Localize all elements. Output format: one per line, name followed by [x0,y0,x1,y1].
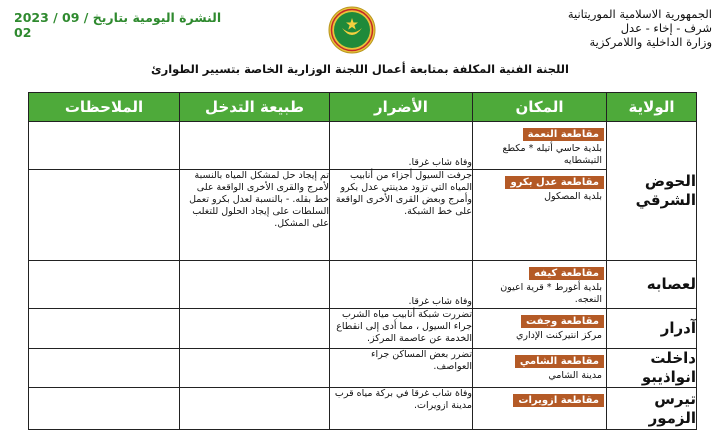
document-subtitle: اللجنة الفنية المكلفة بمتابعة أعمال اللجنة الوزارية الخاصة بتسيير الطوارئ [151,62,569,76]
state-emblem-icon [328,6,376,54]
notes-cell [29,170,180,261]
place-cell [473,349,607,388]
place-cell [473,261,607,309]
intervention-cell [180,261,330,309]
wilaya-cell: داخلت انواذيبو [607,349,697,388]
moughataa-badge: مقاطعة عدل بكرو [505,176,604,189]
table-row [29,349,697,388]
damage-cell: وفاة شاب غرقا في بركة مياه قرب مدينة ازويرات. [330,388,473,430]
wilaya-cell: آدرار [607,309,697,349]
notes-cell [29,261,180,309]
place-text: بلدية حاسي أتيله * مكطع التيشطايه [502,143,602,166]
wilaya-cell: لعصابه [607,261,697,309]
damage-cell: تضررت شبكة أنابيب مياه الشرب جراء السيول ، مما أدى إلى انقطاع الخدمة عن عاصمة المركز. [330,309,473,349]
damage-cell: وفاة شاب غرقا. [330,122,473,170]
place-text: بلدية المصكول [544,191,602,202]
notes-cell [29,122,180,170]
table-row [29,122,697,170]
notes-cell [29,309,180,349]
intervention-cell: تم إيجاد حل لمشكل المياه بالنسبة لأمرج والقرى الأخرى الواقعة على خط بقله. - بالنسبة لعدل بكرو تعمل السلطات على إيجاد الحلول للتغلب على المشكل. [180,170,330,261]
place-text: مركز انتيركنت الإداري [515,330,602,341]
col-wilaya: الولاية [607,93,697,122]
moughataa-badge: مقاطعة النعمة [523,128,604,141]
col-notes: الملاحظات [29,93,180,122]
table-row [29,170,697,261]
ministry-name: وزارة الداخلية واللامركزية [589,35,712,49]
damage-cell: جرفت السيول أجزاء من أنابيب المياه التي تزود مدينتي عدل بكرو وأمرج وبعض القرى الأخرى الواقعة على خط الشبكة. [330,170,473,261]
wilaya-cell: تيرس الزمور [607,388,697,430]
notes-cell [29,349,180,388]
moughataa-badge: مقاطعة كيفه [529,267,604,280]
table-header-row [29,93,697,122]
place-cell [473,309,607,349]
intervention-cell [180,309,330,349]
damage-cell: وفاة شاب غرقا. [330,261,473,309]
header-official [502,7,712,49]
col-intervention: طبيعة التدخل [180,93,330,122]
notes-cell [29,388,180,430]
country-name: الجمهورية الاسلامية الموريتانية [567,7,712,21]
place-text: بلدية أغورط * قرية اعيون النعجه. [500,282,602,305]
intervention-cell [180,349,330,388]
bulletin-date-line [14,10,234,40]
place-cell [473,170,607,261]
intervention-cell [180,122,330,170]
motto: شرف - إخاء - عدل [620,21,712,35]
table-row [29,261,697,309]
table-row [29,309,697,349]
damage-cell: تضرر بعض المساكن جراء العواصف. [330,349,473,388]
wilaya-cell: الحوض الشرقي [607,122,697,261]
table-row [29,388,697,430]
place-cell [473,122,607,170]
col-damage: الأضرار [330,93,473,122]
moughataa-badge: مقاطعة ازويرات [513,394,604,407]
place-cell [473,388,607,430]
bulletin-label: النشرة اليومية بتاريخ [92,10,222,25]
col-place: المكان [473,93,607,122]
moughataa-badge: مقاطعة وجفت [521,315,604,328]
moughataa-badge: مقاطعة الشامي [515,355,604,368]
place-text: مدينة الشامي [548,370,602,381]
emergency-table [28,92,697,430]
intervention-cell [180,388,330,430]
bulletin-date: 2023 / 09 / 02 [14,10,89,40]
